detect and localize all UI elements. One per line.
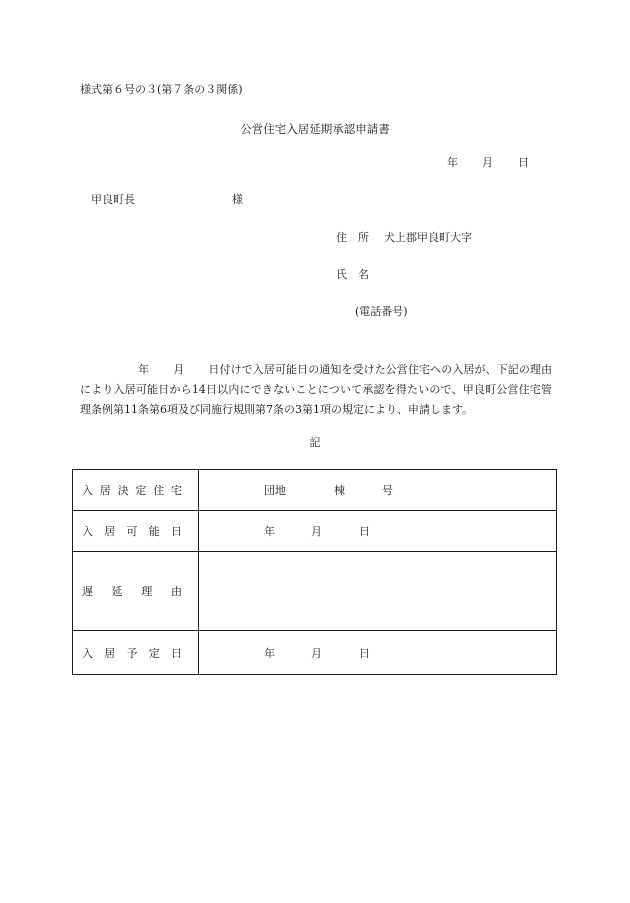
record-table (72, 469, 557, 675)
year-label: 年 (264, 646, 275, 660)
row-label-planned-date: 入居予定日 (82, 646, 182, 660)
document-title: 公営住宅入居延期承認申請書 (240, 122, 390, 136)
day-label: 日 (359, 646, 370, 660)
label-cell (73, 631, 199, 675)
label-cell (73, 511, 199, 552)
label-cell (73, 470, 199, 511)
honorific: 様 (232, 193, 243, 206)
row-label-available-date: 入居可能日 (82, 525, 182, 538)
label-cell (73, 552, 199, 631)
year-label: 年 (264, 525, 275, 538)
table-row-planned-date (73, 631, 557, 675)
date-day-label: 日 (518, 156, 529, 169)
row-label-house: 入居決定住宅 (82, 484, 182, 497)
row-label-delay-reason: 遅延理由 (82, 585, 182, 598)
go-label: 号 (382, 484, 393, 497)
form-number: 様式第６号の３(第７条の３関係) (80, 83, 243, 96)
phone-label: (電話番号) (355, 305, 408, 318)
table-row-available-date (73, 511, 557, 552)
address-value: 犬上郡甲良町大字 (384, 231, 472, 244)
month-label: 月 (311, 646, 322, 660)
body-text: 日付けで入居可能日の通知を受けた公営住宅への入居が、下記の理由により入居可能日から14日以内にできないことについて承認を得たいので、甲良町公営住宅管理条例第11条第6項及び同施行規則第7条の3第1項の規定により、申請します。 (80, 363, 552, 416)
table-row-house (73, 470, 557, 511)
body-year-label: 年 (138, 363, 150, 376)
body-month-label: 月 (173, 363, 185, 376)
day-label: 日 (359, 525, 370, 538)
month-label: 月 (311, 525, 322, 538)
value-cell-delay-reason (199, 552, 557, 631)
table-row-delay-reason (73, 552, 557, 631)
addressee: 甲良町長 (91, 193, 135, 206)
mune-label: 棟 (334, 484, 345, 497)
date-year-label: 年 (447, 156, 458, 169)
address-label: 住 所 (336, 231, 369, 244)
name-label: 氏 名 (336, 268, 369, 281)
value-cell-planned-date (199, 631, 557, 675)
value-cell-available-date (199, 511, 557, 552)
ki-heading: 記 (309, 436, 321, 449)
request-body-text (80, 360, 552, 420)
value-cell-house (199, 470, 557, 511)
danchi-label: 団地 (264, 484, 286, 497)
date-month-label: 月 (482, 156, 493, 169)
